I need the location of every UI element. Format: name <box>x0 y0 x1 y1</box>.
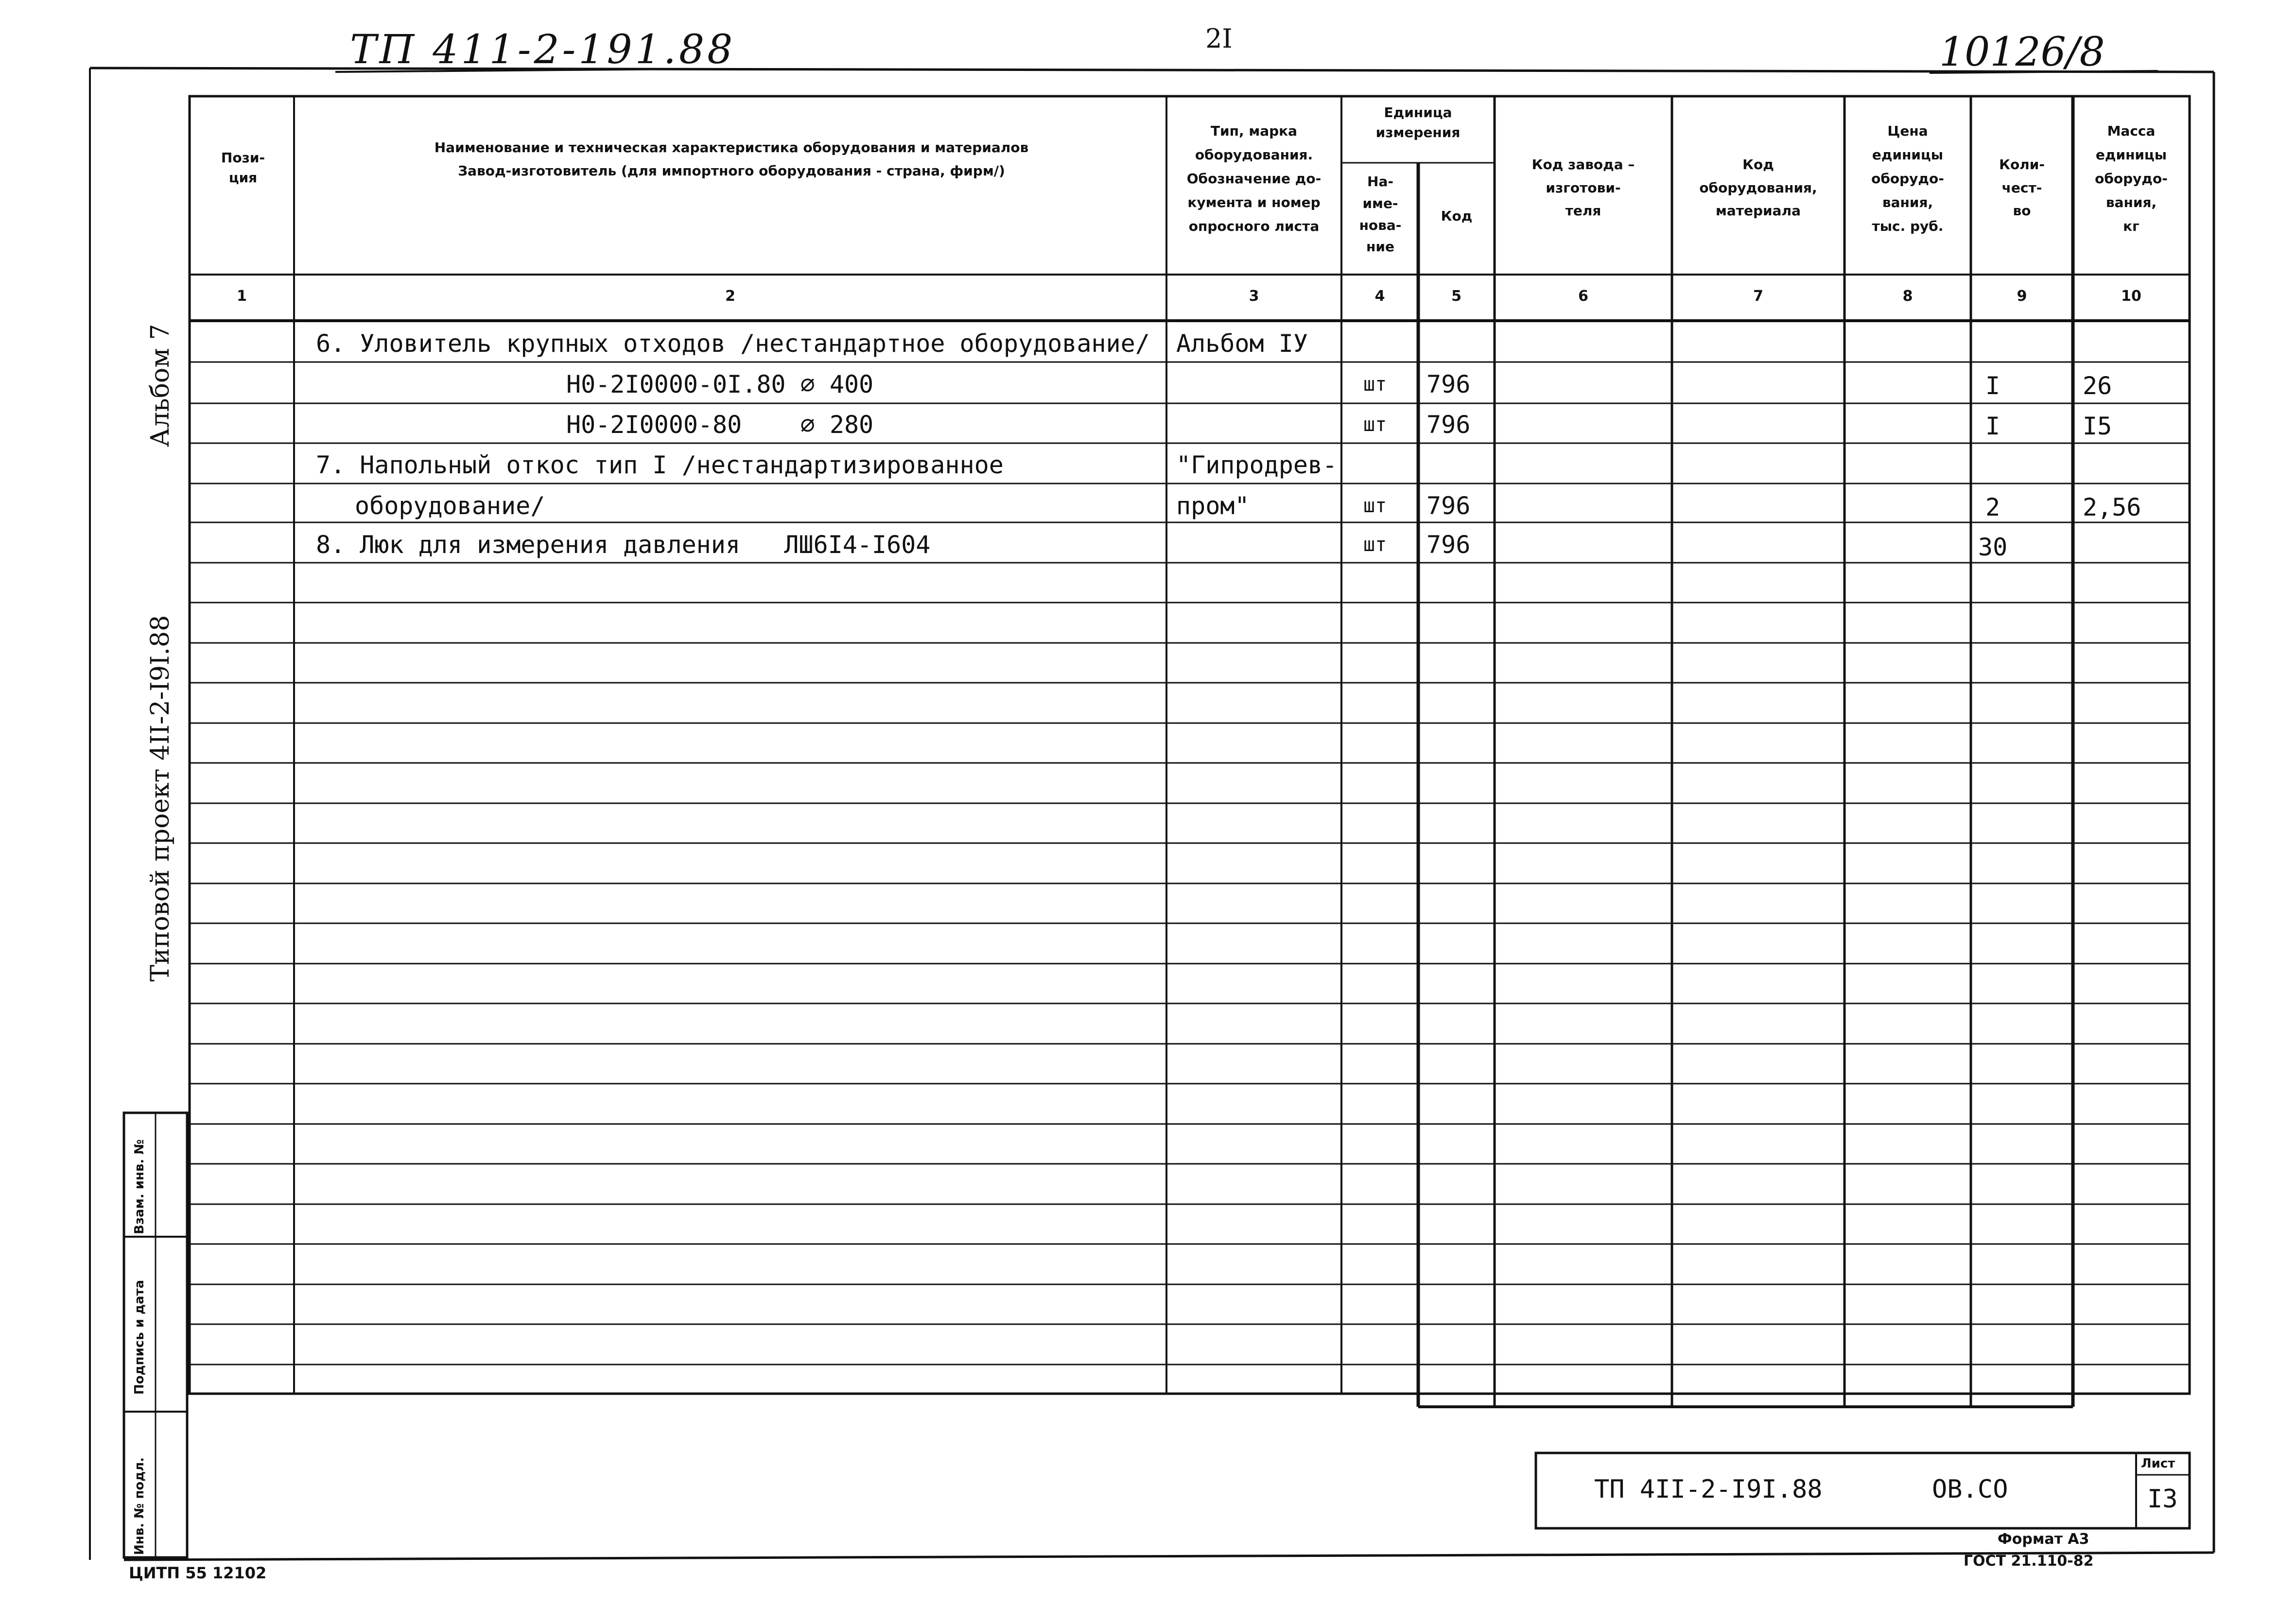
row-unit: шт <box>1363 373 1387 396</box>
header-price-line: вания, <box>1882 194 1933 210</box>
row-name: Н0-2I0000-80 ∅ 280 <box>566 411 874 439</box>
header-equipment-code-line: оборудования, <box>1699 179 1817 196</box>
column-number: 1 <box>237 288 247 305</box>
row-name: 8. Люк для измерения давления ЛШ6I4-I604 <box>316 531 931 559</box>
sheet-number: I3 <box>2147 1485 2178 1514</box>
row-type: "Гипродрев- <box>1176 451 1338 479</box>
album-label: Альбом 7 <box>146 324 175 447</box>
header-factory-code <box>1497 153 1670 223</box>
header-unit-name-line: ние <box>1366 239 1394 255</box>
header-mass-line: оборудо- <box>2095 171 2168 187</box>
header-price-line: Цена <box>1887 123 1928 139</box>
row-mass: 2,56 <box>2083 493 2141 521</box>
page-number: 2I <box>1205 23 1233 54</box>
header-position-line: ция <box>228 169 258 186</box>
row-name: оборудование/ <box>355 492 545 520</box>
row-unit: шт <box>1363 414 1387 436</box>
header-unit-name-line: нова- <box>1359 217 1402 233</box>
header-unit-code: Код <box>1441 208 1473 224</box>
header-unit-name-line: На- <box>1367 173 1393 190</box>
header-quantity-line: Коли- <box>1999 156 2045 173</box>
header-type-line: кумента и номер <box>1187 194 1321 210</box>
format-label: Формат А3 <box>1998 1531 2089 1548</box>
header-factory-code-line: изготови- <box>1546 179 1621 196</box>
column-number: 9 <box>2017 288 2027 305</box>
column-number: 3 <box>1249 288 1259 305</box>
project-label: Типовой проект 4II-2-I9I.88 <box>146 615 175 982</box>
header-name-line: Завод-изготовитель (для импортного оборудования - страна, фирм/) <box>458 162 1005 179</box>
header-equipment-code <box>1674 153 1842 223</box>
header-price-line: единицы <box>1872 147 1944 163</box>
header-mass-line: вания, <box>2105 194 2157 210</box>
header-factory-code-line: теля <box>1565 203 1601 219</box>
row-quantity: 2 <box>1985 493 2000 521</box>
stamp-number: ЦИТП 55 12102 <box>129 1564 267 1582</box>
column-number: 5 <box>1451 288 1461 305</box>
column-number: 6 <box>1578 288 1588 305</box>
header-type-line: оборудования. <box>1195 147 1313 163</box>
row-quantity: 30 <box>1978 533 2008 561</box>
header-unit-group-line: измерения <box>1375 124 1461 140</box>
column-number: 7 <box>1753 288 1763 305</box>
row-mass: 26 <box>2083 372 2112 400</box>
column-number: 2 <box>725 288 735 305</box>
sheet-label: Лист <box>2141 1456 2175 1471</box>
row-type: пром" <box>1176 492 1250 520</box>
header-equipment-code-line: Код <box>1742 156 1774 173</box>
header-unit-name-line: име- <box>1362 195 1398 211</box>
row-name: 6. Уловитель крупных отходов /нестандартное оборудование/ <box>316 329 1150 358</box>
title-designation: ТП 4II-2-I9I.88 <box>1594 1475 1823 1504</box>
header-mass-line: единицы <box>2095 147 2167 163</box>
header-name-line: Наименование и техническая характеристика оборудования и материалов <box>434 139 1029 156</box>
column-number: 8 <box>1902 288 1913 305</box>
row-quantity: I <box>1985 372 2000 400</box>
row-code: 796 <box>1426 531 1471 559</box>
stamp-label-replace-inv: Взам. инв. № <box>132 1139 147 1234</box>
row-code: 796 <box>1426 492 1471 520</box>
header-name <box>299 136 1164 182</box>
header-quantity-line: во <box>2013 203 2031 219</box>
inventory-handwritten: 10126/8 <box>1939 29 2105 75</box>
row-type: Альбом IУ <box>1176 329 1308 358</box>
row-quantity: I <box>1985 412 2000 440</box>
title-code: ОВ.СО <box>1932 1475 2008 1504</box>
header-equipment-code-line: материала <box>1716 203 1801 219</box>
row-mass: I5 <box>2083 412 2112 440</box>
header-position <box>194 148 292 188</box>
header-unit-group <box>1344 103 1492 142</box>
row-name: 7. Напольный откос тип I /нестандартизированное <box>316 451 1004 479</box>
gost-label: ГОСТ 21.110-82 <box>1964 1553 2094 1570</box>
header-quantity <box>1973 153 2070 223</box>
header-unit-name <box>1344 171 1417 258</box>
column-number: 4 <box>1374 288 1385 305</box>
header-price-line: тыс. руб. <box>1872 218 1944 234</box>
header-factory-code-line: Код завода – <box>1531 156 1635 173</box>
header-type-line: Обозначение до- <box>1186 171 1322 187</box>
header-type-line: Тип, марка <box>1210 123 1298 139</box>
header-price-line: оборудо- <box>1871 171 1944 187</box>
header-type-line: опросного листа <box>1188 218 1320 234</box>
row-code: 796 <box>1426 370 1471 398</box>
header-quantity-line: чест- <box>2001 179 2042 196</box>
project-handwritten: ТП 411-2-191.88 <box>350 27 736 73</box>
header-position-line: Пози- <box>221 150 265 166</box>
header-unit-group-line: Единица <box>1384 104 1452 121</box>
header-mass-line: кг <box>2123 218 2139 234</box>
row-unit: шт <box>1363 495 1387 517</box>
header-mass-line: Масса <box>2107 123 2156 139</box>
header-type <box>1169 119 1339 238</box>
header-mass <box>2075 119 2187 238</box>
header-price <box>1847 119 1968 238</box>
row-code: 796 <box>1426 411 1471 439</box>
row-name: Н0-2I0000-0I.80 ∅ 400 <box>566 370 874 398</box>
row-unit: шт <box>1363 534 1387 556</box>
stamp-label-original-inv: Инв. № подл. <box>132 1457 147 1555</box>
column-number: 10 <box>2121 288 2141 305</box>
stamp-label-signature-date: Подпись и дата <box>132 1279 147 1395</box>
